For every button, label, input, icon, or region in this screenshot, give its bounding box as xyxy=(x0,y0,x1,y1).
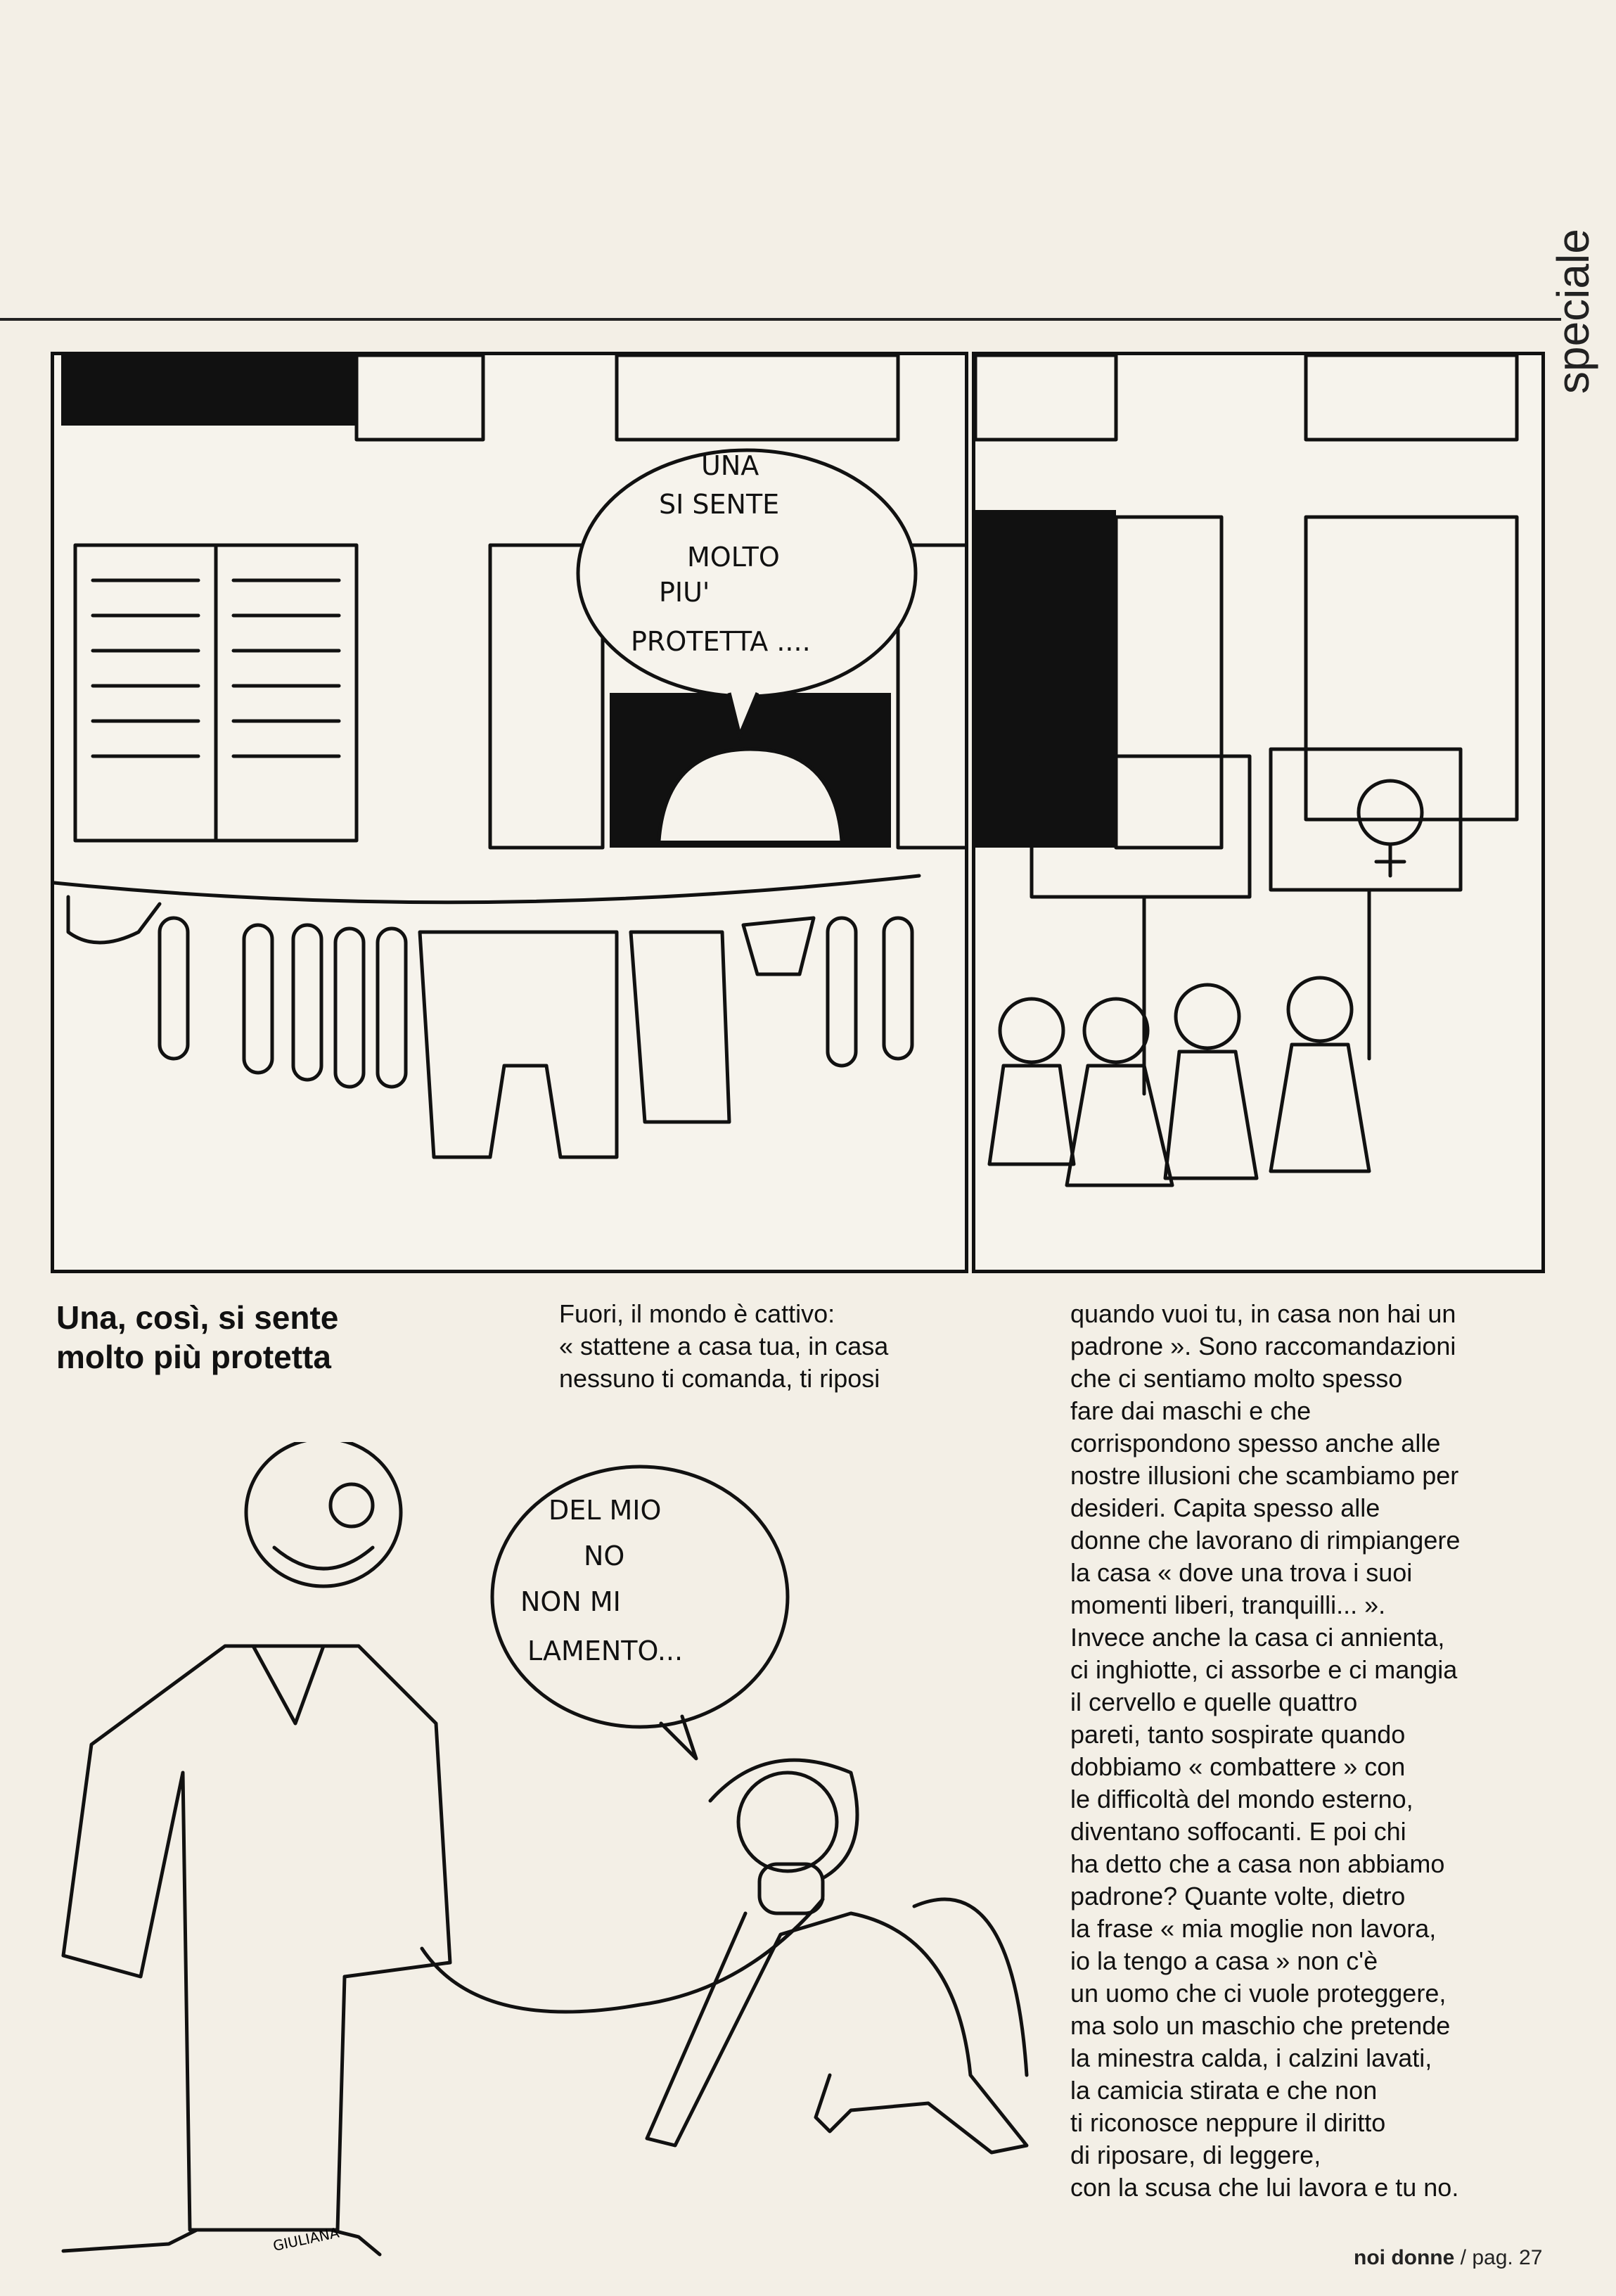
section-label: speciale xyxy=(1548,229,1598,394)
bubble1-line4: PIU' xyxy=(659,577,710,608)
man-leash-illustration xyxy=(42,1442,1062,2272)
bubble2-line2: NO xyxy=(584,1541,625,1571)
cartoon-panel-window xyxy=(51,352,968,1273)
window-scene-illustration xyxy=(54,355,965,1270)
artist-signature: GIULIANA xyxy=(271,2224,341,2254)
article-column-1: Fuori, il mondo è cattivo: « stattene a casa tua, in casa nessuno ti comanda, ti riposi xyxy=(559,1299,889,1393)
bubble1-line5: PROTETTA .... xyxy=(631,626,811,657)
bubble2-line3: NON MI xyxy=(520,1586,621,1617)
article-column-2: quando vuoi tu, in casa non hai un padrone ». Sono raccomandazioni che ci sentiamo molto spesso fare dai maschi e che corrispondono spesso anche alle nostre illusioni che scambiamo per desideri. Capita spesso alle donne che lavorano di rimpiangere la casa « dove una trova i suoi momenti liberi, tranquilli... ». Invece anche la casa ci annienta, ci inghiotte, ci assorbe e ci mangia il cervello e quelle quattro pareti, tanto sospirate quando dobbiamo « combattere » con le difficoltà del mondo esterno, diventano soffocanti. E poi chi ha detto che a casa non abbiamo padrone? Quante volte, dietro la frase « mia moglie non lavora, io la tengo a casa » non c'è un uomo che ci vuole proteggere, ma solo un maschio che pretende la minestra calda, i calzini lavati, la camicia stirata e che non ti riconosce neppure il diritto di riposare, di leggere, con la scusa che lui lavora e tu no. xyxy=(1070,1299,1461,2202)
protest-scene-illustration xyxy=(975,355,1541,1270)
page-number: / pag. 27 xyxy=(1460,2246,1543,2269)
caption: Una, così, si sente molto più protetta xyxy=(56,1299,339,1375)
cartoon-panel-protest xyxy=(972,352,1545,1273)
bubble2-line4: LAMENTO... xyxy=(527,1635,684,1666)
bubble1-line3: MOLTO xyxy=(687,542,780,573)
bubble1-line2: SI SENTE xyxy=(659,489,780,520)
magazine-name: noi donne xyxy=(1354,2246,1455,2269)
page-footer xyxy=(1354,2246,1542,2270)
cartoon-man-leash xyxy=(42,1442,1062,2272)
bubble2-line1: DEL MIO xyxy=(549,1495,662,1526)
bubble1-line1: UNA xyxy=(701,450,759,481)
top-rule xyxy=(0,318,1561,321)
